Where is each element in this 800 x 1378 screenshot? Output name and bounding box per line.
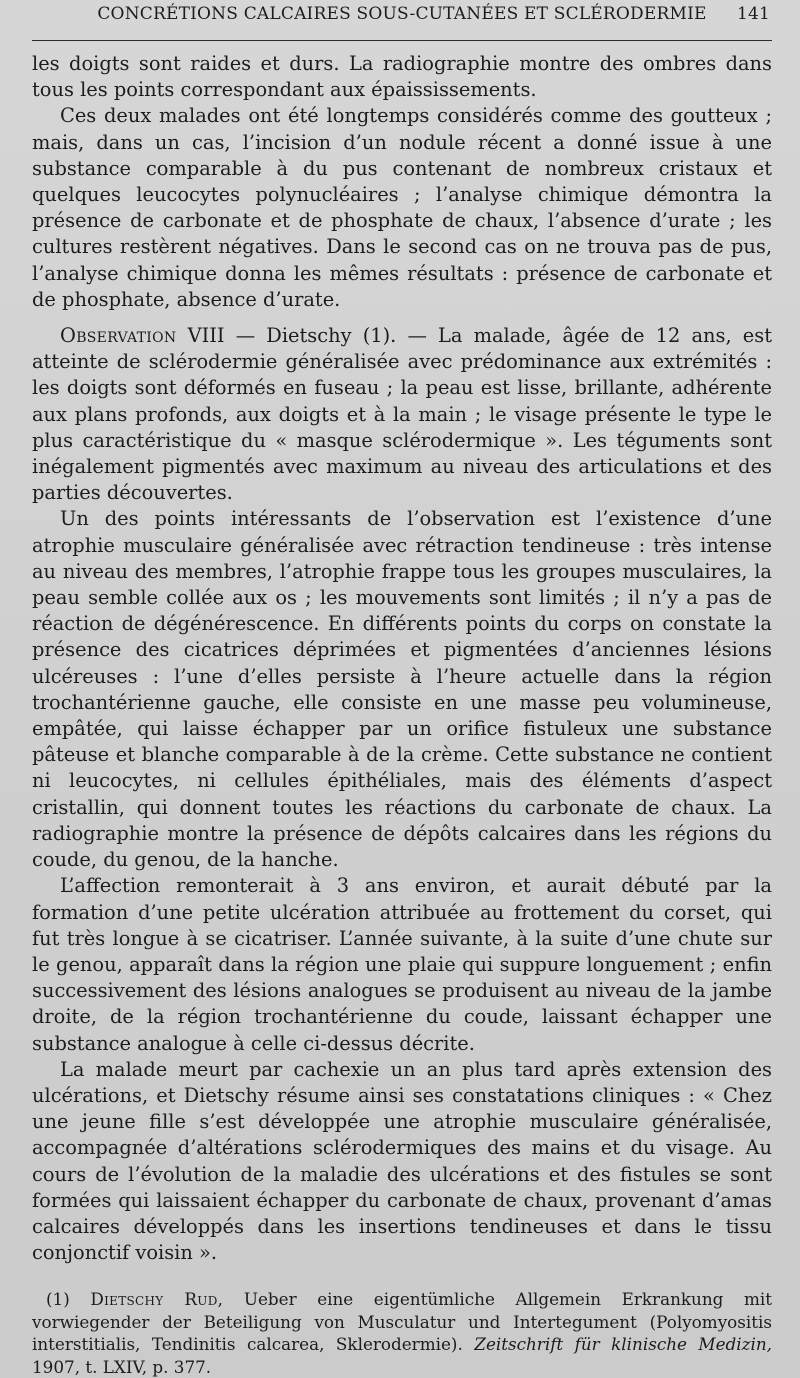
footnote-body: Ueber eine eigentümliche Allgemein Erkrankung mit vorwiegender der Beteiligung von Musculatur und Intertegument (Polyomyositis interstitialis, Tendinitis calcarea, Sklerodermie). (32, 1289, 772, 1355)
paragraph-4: Un des points intéressants de l’observation est l’existence d’une atrophie musculaire généralisée avec rétraction tendineuse : très intense au niveau des membres, l’atrophie frappe tous les groupes musculaires, la peau semble collée aux os ; les mouvements sont limités ; il n’y a pas de réaction de dégénérescence. En différents points du corps on constate la présence des cicatrices déprimées et pigmentées d’anciennes lésions ulcéreuses : l’une d’elles persiste à l’heure actuelle dans la région trochantérienne gauche, elle consiste en une masse peu volumineuse, empâtée, qui laisse échapper par un orifice fistuleux une substance pâteuse et blanche comparable à de la crème. Cette substance ne contient ni leucocytes, ni cellules épithéliales, mais des éléments d’aspect cristallin, qui donnent toutes les réactions du carbonate de chaux. La radiographie montre la présence de dépôts calcaires dans les régions du coude, du genou, de la hanche. (32, 507, 772, 872)
header-title: CONCRÉTIONS CALCAIRES SOUS-CUTANÉES ET SCLÉRODERMIE (97, 4, 707, 24)
footnote (32, 1288, 772, 1378)
header-rule (32, 40, 772, 41)
paragraph-5: L’affection remonterait à 3 ans environ, et aurait débuté par la formation d’une petite ulcération attribuée au frottement du corset, qui fut très longue à se cicatriser. L’année suivante, à la suite d’une chute sur le genou, apparaît dans la région une plaie qui suppure longuement ; enfin successivement des lésions analogues se produisent au niveau de la jambe droite, de la région trochantérienne du coude, laissant échapper une substance analogue à celle ci-dessus décrite. (32, 874, 772, 1055)
paragraph-6: La malade meurt par cachexie un an plus tard après extension des ulcérations, et Dietschy résume ainsi ses constatations cliniques : « Chez une jeune fille s’est développée une atrophie musculaire généralisée, accompagnée d’altérations sclérodermiques des mains et du visage. Au cours de l’évolution de la maladie des ulcérations et des fistules se sont formées qui laissaient échapper du carbonate de chaux, provenant d’amas calcaires développés dans les insertions tendineuses et dans le tissu conjonctif voisin ». (32, 1057, 772, 1265)
observation-label: Observation (60, 324, 177, 348)
page-number: 141 (736, 4, 770, 24)
paragraph-observation-viii (32, 323, 772, 506)
footnote-text (32, 1288, 772, 1378)
footnote-author: Dietschy Rud, (90, 1289, 224, 1310)
footnote-marker: (1) (46, 1289, 70, 1310)
running-header (32, 0, 772, 40)
footnote-journal: Zeitschrift für klinische Medizin, (474, 1334, 773, 1355)
paragraph-2: Ces deux malades ont été longtemps considérés comme des goutteux ; mais, dans un cas, l’incision d’un nodule récent a donné issue à une substance comparable à du pus contenant de nombreux cristaux et quelques leucocytes polynucléaires ; l’analyse chimique démontra la présence de carbonate et de phosphate de chaux, l’absence d’urate ; les cultures restèrent négatives. Dans le second cas on ne trouva pas de pus, l’analyse chimique donna les mêmes résultats : présence de carbonate et de phosphate, absence d’urate. (32, 104, 772, 311)
paragraph-1: les doigts sont raides et durs. La radiographie montre des ombres dans tous les points correspondant aux épaississements. (32, 52, 772, 102)
footnote-citation: 1907, t. LXIV, p. 377. (32, 1356, 212, 1377)
body-text (32, 51, 772, 1266)
observation-text: VIII — Dietschy (1). — La malade, âgée de 12 ans, est atteinte de sclérodermie généralisée avec prédominance aux extrémités : les doigts sont déformés en fuseau ; la peau est lisse, brillante, adhérente aux plans profonds, aux doigts et à la main ; le visage présente le type le plus caractéristique du « masque sclérodermique ». Les téguments sont inégalement pigmentés avec maximum au niveau des articulations et des parties découvertes. (32, 324, 772, 505)
